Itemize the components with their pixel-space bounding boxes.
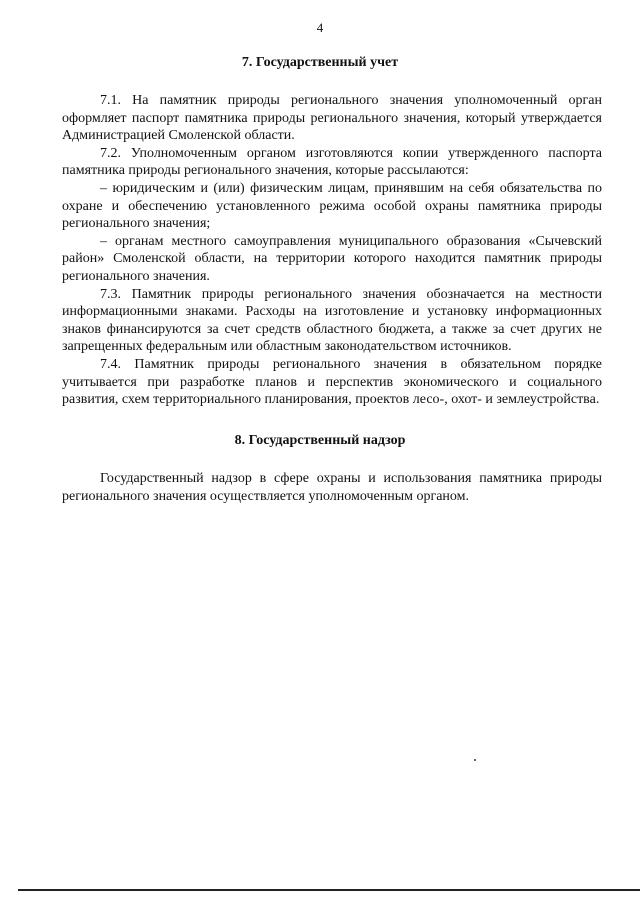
paragraph-7-4: 7.4. Памятник природы регионального значения в обязательном порядке учитывается при разработке планов и перспектив экономического и социального развития, схем территориального планирования, проектов лесо-, охот- и землеустройства.: [62, 356, 602, 408]
paragraph-8-1: Государственный надзор в сфере охраны и использования памятника природы регионального значения осуществляется уполномоченным органом.: [62, 471, 602, 504]
paragraph-7-2-item-2: – органам местного самоуправления муниципального образования «Сычевский район» Смоленской области, на территории которого находится памятник природы регионального значения.: [62, 233, 602, 284]
paragraph-7-3: 7.3. Памятник природы регионального значения обозначается на местности информационными знаками. Расходы на изготовление и установку информационных знаков финансируются за счет средств областного бюджета, а также за счет других не запрещенных федеральным или областным законодательством источников.: [62, 286, 602, 355]
paragraph-7-2: 7.2. Уполномоченным органом изготовляются копии утвержденного паспорта памятника природы регионального значения, которые рассылаются:: [62, 145, 602, 179]
section-8-body: [62, 470, 602, 505]
section-8-heading: 8. Государственный надзор: [234, 433, 406, 448]
scan-speck: [474, 759, 476, 761]
paragraph-7-1: 7.1. На памятник природы регионального значения уполномоченный орган оформляет паспорт памятника природы регионального значения, который утверждается Администрацией Смоленской области.: [62, 93, 602, 144]
section-7-body: [62, 92, 602, 409]
page-number: 4: [316, 20, 324, 35]
paragraph-7-2-item-1: – юридическим и (или) физическим лицам, принявшим на себя обязательства по охране и обеспечению установленного режима особой охраны памятника природы регионального значения;: [62, 180, 602, 232]
page-bottom-edge: [18, 889, 640, 891]
section-7-heading: 7. Государственный учет: [241, 55, 399, 70]
